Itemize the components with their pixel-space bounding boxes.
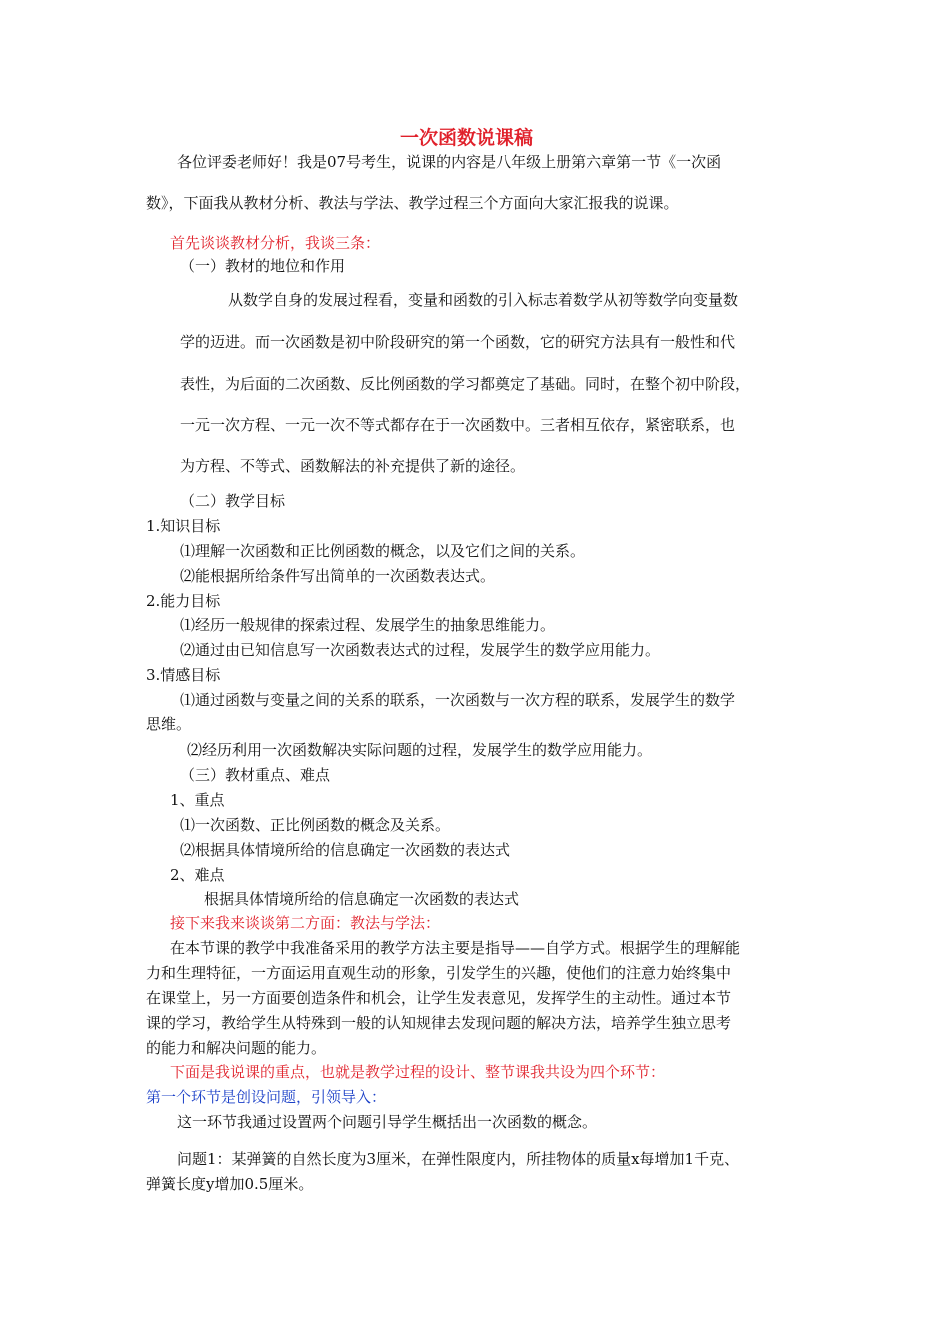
part2-line-2: 力和生理特征，一方面运用直观生动的形象，引发学生的兴趣，使他们的注意力始终集中 [146,964,732,982]
goal2-item-2: ⑵通过由已知信息写一次函数表达式的过程，发展学生的数学应用能力。 [180,641,661,659]
goal1-title: 1.知识目标 [146,517,221,535]
step1-heading: 第一个环节是创设问题，引领导入： [146,1088,387,1106]
section3-heading: （三）教材重点、难点 [180,766,331,784]
intro-line-1: 各位评委老师好！我是07号考生，说课的内容是八年级上册第六章第一节《一次函 [177,153,722,171]
key-point-2: ⑵根据具体情境所给的信息确定一次函数的表达式 [180,841,511,859]
goal2-item-1: ⑴经历一般规律的探索过程、发展学生的抽象思维能力。 [180,616,556,634]
intro-line-2: 数》，下面我从教材分析、教法与学法、教学过程三个方面向大家汇报我的说课。 [146,194,679,212]
part2-line-5: 的能力和解决问题的能力。 [146,1039,327,1057]
problem1-line-2: 弹簧长度y增加0.5厘米。 [146,1175,314,1193]
part2-line-3: 在课堂上，另一方面要创造条件和机会，让学生发表意见，发挥学生的主动性。通过本节 [146,989,732,1007]
goal2-title: 2.能力目标 [146,592,221,610]
part2-heading: 接下来我来谈谈第二方面：教法与学法： [170,914,441,932]
goal1-item-2: ⑵能根据所给条件写出简单的一次函数表达式。 [180,567,496,585]
goal3-item-1-line-2: 思维。 [146,715,192,733]
part1-heading: 首先谈谈教材分析，我谈三条： [170,234,381,252]
problem1-line-1: 问题1：某弹簧的自然长度为3厘米，在弹性限度内，所挂物体的质量x每增加1千克、 [177,1150,740,1168]
section1-heading: （一）教材的地位和作用 [180,257,346,275]
difficult-points-title: 2、难点 [170,866,225,884]
difficult-point-1: 根据具体情境所给的信息确定一次函数的表达式 [204,890,520,908]
key-point-1: ⑴一次函数、正比例函数的概念及关系。 [180,816,451,834]
goal3-item-2: ⑵经历利用一次函数解决实际问题的过程，发展学生的数学应用能力。 [187,741,653,759]
step1-intro: 这一环节我通过设置两个问题引导学生概括出一次函数的概念。 [177,1113,598,1131]
goal3-item-1-line-1: ⑴通过函数与变量之间的关系的联系，一次函数与一次方程的联系，发展学生的数学 [180,691,736,709]
document-title: 一次函数说课稿 [400,127,534,149]
section2-heading: （二）教学目标 [180,492,286,510]
key-points-title: 1、重点 [170,791,225,809]
part2-line-4: 课的学习，教给学生从特殊到一般的认知规律去发现问题的解决方法，培养学生独立思考 [146,1014,732,1032]
section1-line-2: 学的迈进。而一次函数是初中阶段研究的第一个函数，它的研究方法具有一般性和代 [180,333,736,351]
section1-line-3: 表性，为后面的二次函数、反比例函数的学习都奠定了基础。同时，在整个初中阶段， [180,375,751,393]
section1-line-4: 一元一次方程、一元一次不等式都存在于一次函数中。三者相互依存，紧密联系，也 [180,416,736,434]
section1-line-1: 从数学自身的发展过程看，变量和函数的引入标志着数学从初等数学向变量数 [228,291,739,309]
goal3-title: 3.情感目标 [146,666,221,684]
part2-line-1: 在本节课的教学中我准备采用的教学方法主要是指导——自学方式。根据学生的理解能 [170,939,741,957]
section1-line-5: 为方程、不等式、函数解法的补充提供了新的途径。 [180,457,526,475]
part3-heading: 下面是我说课的重点，也就是教学过程的设计、整节课我共设为四个环节： [170,1063,666,1081]
goal1-item-1: ⑴理解一次函数和正比例函数的概念，以及它们之间的关系。 [180,542,586,560]
